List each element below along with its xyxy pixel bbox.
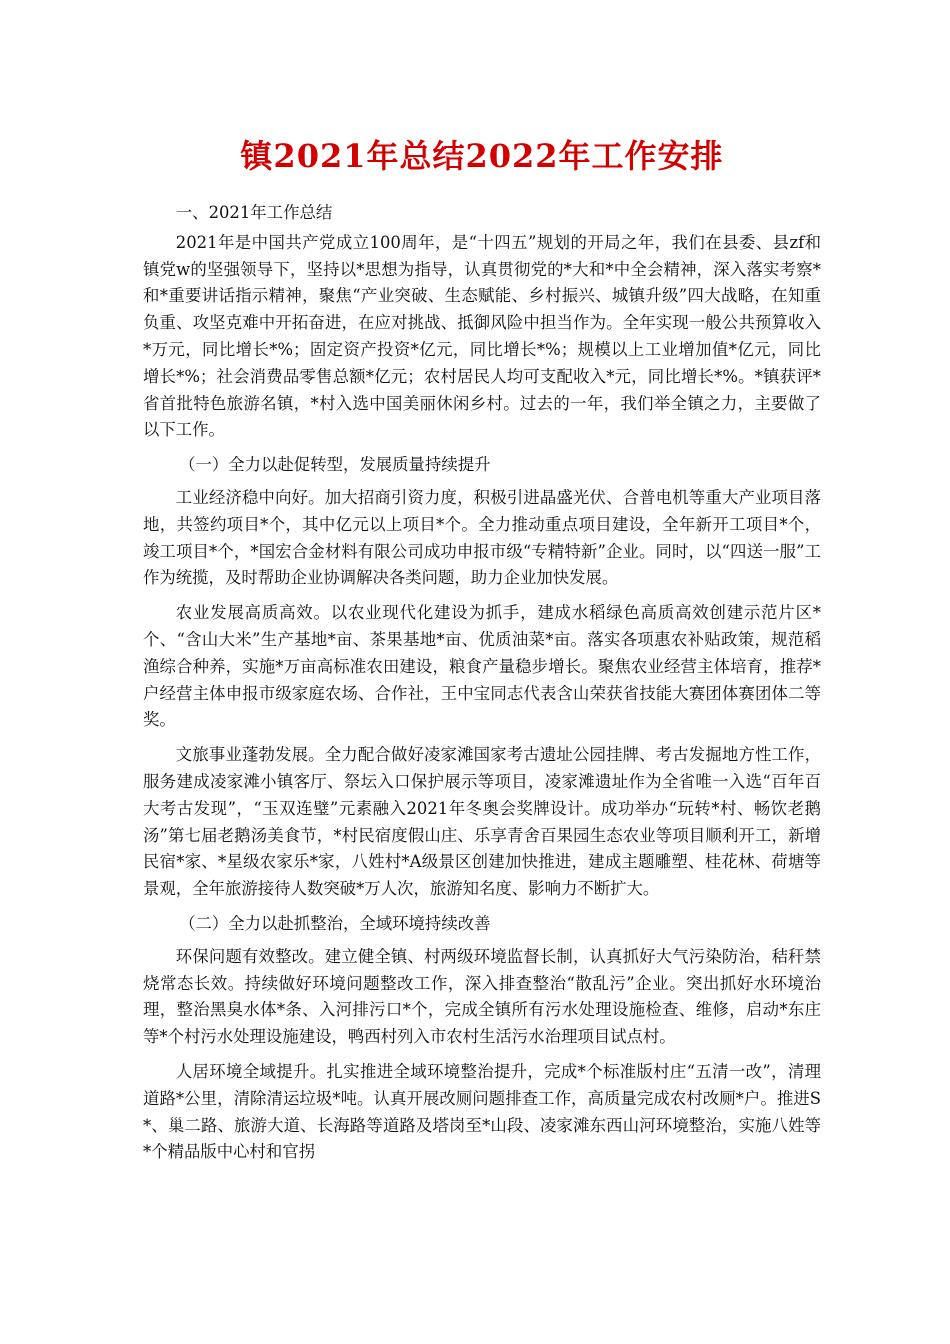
paragraph-agriculture: 农业发展高质高效。以农业现代化建设为抓手，建成水稻绿色高质高效创建示范片区*个、“含山大米”生产基地*亩、茶果基地*亩、优质油菜*亩。落实各项惠农补贴政策，规范稻渔综合种养，实施*万亩高标准农田建设，粮食产量稳步增长。聚焦农业经营主体培育，推荐*户经营主体申报市级家庭农场、合作社，王中宝同志代表含山荣获省技能大赛团体赛团体二等奖。 (143, 603, 821, 730)
heading-2021-summary: 一、2021年工作总结 (175, 203, 333, 222)
paragraph-tourism: 文旅事业蓬勃发展。全力配合做好凌家滩国家考古遗址公园挂牌、考古发掘地方性工作，服务建成凌家滩小镇客厅、祭坛入口保护展示等项目，凌家滩遗址作为全省唯一入选“百年百大考古发现”，“玉双连璧”元素融入2021年冬奥会奖牌设计。成功举办“玩转*村、畅饮老鹅汤”第七届老鹅汤美食节，*村民宿度假山庄、乐享青舍百果园生态农业等项目顺利开工，新增民宿*家、*星级农家乐*家，八姓村*A级景区创建加快推进，建成主题雕塑、桂花林、荷塘等景观，全年旅游接待人数突破*万人次，旅游知名度、影响力不断扩大。 (143, 745, 821, 899)
paragraph-industry: 工业经济稳中向好。加大招商引资力度，积极引进晶盛光伏、合普电机等重大产业项目落地，共签约项目*个，其中亿元以上项目*个。全力推动重点项目建设，全年新开工项目*个，竣工项目*个，*国宏合金材料有限公司成功申报市级“专精特新”企业。同时，以“四送一服”工作为统揽，及时帮助企业协调解决各类问题，助力企业加快发展。 (143, 487, 821, 588)
paragraph-intro: 2021年是中国共产党成立100周年，是“十四五”规划的开局之年，我们在县委、县zf和镇党w的坚强领导下，坚持以*思想为指导，认真贯彻党的*大和*中全会精神，深入落实考察*和*重要讲话指示精神，聚焦“产业突破、生态赋能、乡村振兴、城镇升级”四大战略，在知重负重、攻坚克难中开拓奋进，在应对挑战、抵御风险中担当作为。全年实现一般公共预算收入*万元，同比增长*%；固定资产投资*亿元，同比增长*%；规模以上工业增加值*亿元，同比增长*%；社会消费品零售总额*亿元；农村居民人均可支配收入*元，同比增长*%。*镇获评*省首批特色旅游名镇，*村入选中国美丽休闲乡村。过去的一年，我们举全镇之力，主要做了以下工作。 (143, 232, 821, 440)
paragraph-environment: 环保问题有效整改。建立健全镇、村两级环境监督长制，认真抓好大气污染防治，秸秆禁烧常态长效。持续做好环境问题整改工作，深入排查整治“散乱污”企业。突出抓好水环境治理，整治黑臭水体*条、入河排污口*个，完成全镇所有污水处理设施检查、维修，启动*东庄等*个村污水处理设施建设，鸭西村列入市农村生活污水治理项目试点村。 (143, 946, 821, 1047)
section-heading-environment: （二）全力以赴抓整治，全域环境持续改善 (179, 913, 491, 933)
document-page (143, 130, 821, 1174)
document-title: 镇2021年总结2022年工作安排 (240, 137, 724, 175)
paragraph-living-environment: 人居环境全域提升。扎实推进全域环境整治提升，完成*个标准版村庄“五清一改”，清理道路*公里，清除清运垃圾*吨。认真开展改厕问题排查工作，高质量完成农村改厕*户。推进S*、巢二路、旅游大道、长海路等道路及塔岗至*山段、凌家滩东西山河环境整治，实施八姓等*个精品版中心村和官拐 (143, 1061, 821, 1162)
section-heading-transformation: （一）全力以赴促转型，发展质量持续提升 (179, 455, 491, 475)
